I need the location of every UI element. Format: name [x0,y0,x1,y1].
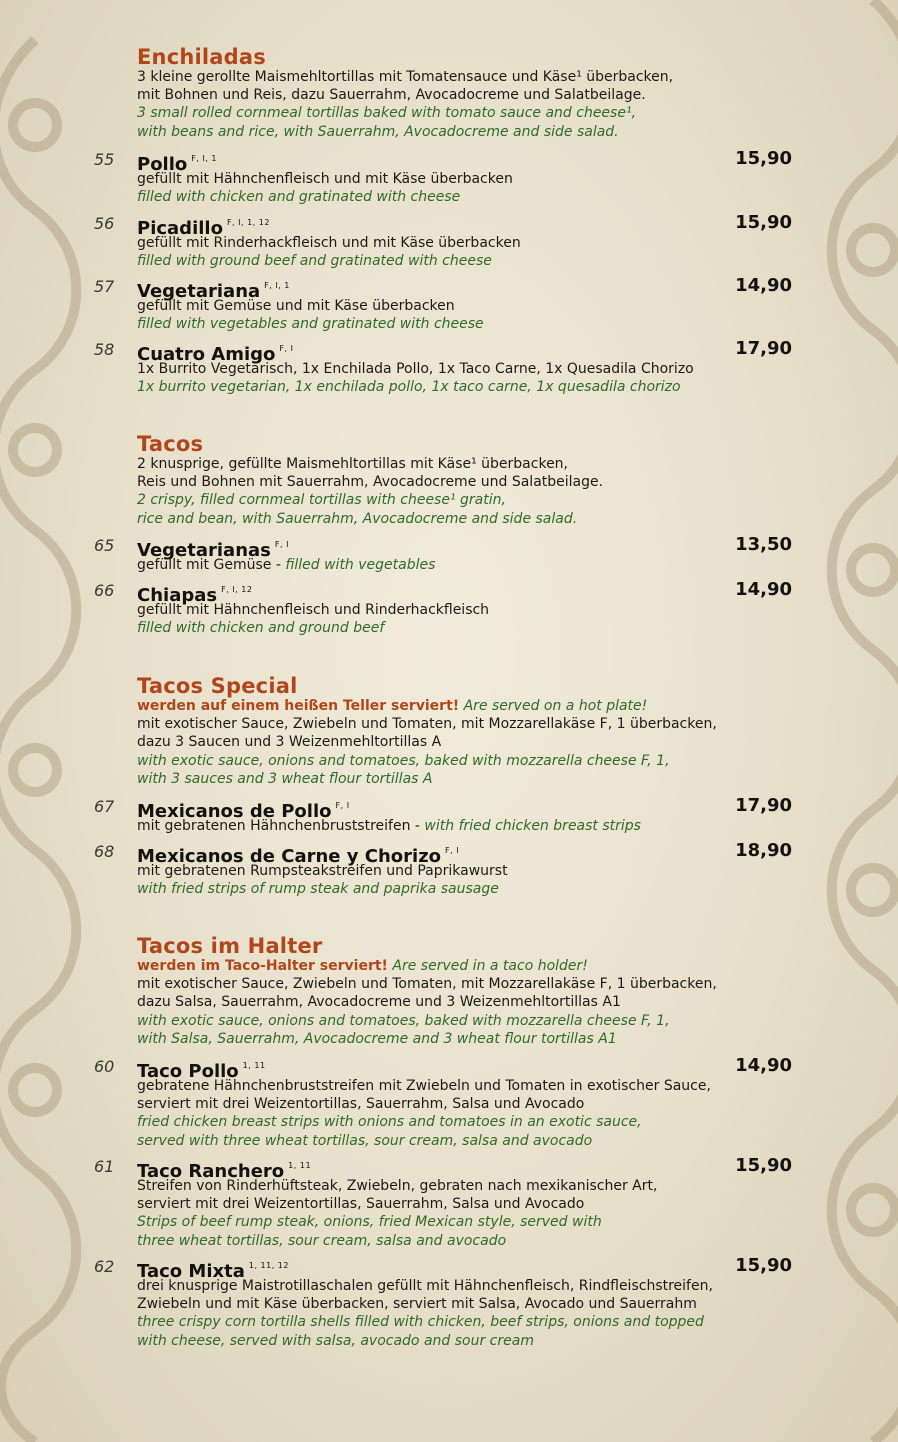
section-intro: 2 knusprige, gefüllte Maismehltortillas mit Käse¹ überbacken, Reis und Bohnen mit Sauerrahm, Avocadocreme und Salatbeilage. 2 crispy, filled cornmeal tortillas with cheese¹ gratin, rice and bean, with Sauerrahm, Avocadocreme and side salad. [137,456,604,527]
item-price: 15,90 [735,148,792,169]
item-description: gefüllt mit Hähnchenfleisch und mit Käse überbacken filled with chicken and gratinated with cheese [137,171,513,206]
allergen-codes: 1, 11 [288,1161,312,1170]
item-description: drei knusprige Maistrotillaschalen gefüllt mit Hähnchenfleisch, Rindfleischstreifen, Zwiebeln und mit Käse überbacken, serviert mit Salsa, Avocado und Sauerrahm three crispy corn tortilla shells filled with chicken, beef strips, onions and topped with cheese, served with salsa, avocado and sour cream [137,1278,713,1349]
allergen-codes: F, I, 1 [191,154,217,163]
item-price: 14,90 [735,275,792,296]
highlight-en: Are served on a hot plate! [459,698,648,714]
item-description: Streifen von Rinderhüftsteak, Zwiebeln, gebraten nach mexikanischer Art, serviert mit drei Weizentortillas, Sauerrahm, Salsa und Avocado Strips of beef rump steak, onions, fried Mexican style, served with three wheat tortillas, sour cream, salsa and avocado [137,1178,658,1249]
highlight-de: werden auf einem heißen Teller serviert! [137,698,460,714]
item-description: gefüllt mit Hähnchenfleisch und Rinderhackfleisch filled with chicken and ground beef [137,602,490,637]
item-name: Chiapas $^{F, I, 12}$ [137,585,253,606]
item-description: gefüllt mit Gemüse und mit Käse überbacken filled with vegetables and gratinated with cheese [137,298,484,333]
item-description: mit gebratenen Hähnchenbruststreifen - with fried chicken breast strips [137,818,641,834]
item-number: 57 [94,277,115,296]
item-name: Taco Ranchero $^{1, 11}$ [137,1161,312,1182]
section-intro: werden im Taco-Halter serviert! Are served in a taco holder! mit exotischer Sauce, Zwiebeln und Tomaten, mit Mozzarellakäse F, 1 überbacken, dazu Salsa, Sauerrahm, Avocadocreme und 3 Weizenmehltortillas A1 with exotic sauce, onions and tomatoes, baked with mozzarella cheese F, 1, with Salsa, Sauerrahm, Avocadocreme and 3 wheat flour tortillas A1 [137,958,717,1047]
highlight-de: werden im Taco-Halter serviert! [137,958,388,974]
item-price: 13,50 [735,534,792,555]
intro-de-line: mit Bohnen und Reis, dazu Sauerrahm, Avocadocreme und Salatbeilage. [137,87,646,104]
allergen-codes: F, I [274,540,289,549]
item-price: 15,90 [735,1255,792,1276]
item-number: 65 [94,536,115,555]
allergen-codes: 1, 11 [242,1061,266,1070]
allergen-codes: F, I [445,846,460,855]
intro-en-line: 3 small rolled cornmeal tortillas baked with tomato sauce and cheese¹, [137,105,637,122]
allergen-codes: 1, 11, 12 [248,1261,289,1270]
section-title: Tacos [137,432,204,456]
item-name: Mexicanos de Carne y Chorizo $^{F, I}$ [137,846,460,867]
item-price: 17,90 [735,338,792,359]
section-title: Tacos Special [137,674,298,698]
item-price: 15,90 [735,212,792,233]
allergen-codes: F, I, 1 [264,281,290,290]
item-description: mit gebratenen Rumpsteakstreifen und Paprikawurst with fried strips of rump steak and paprika sausage [137,863,508,898]
item-number: 62 [94,1257,115,1276]
intro-en-line: with beans and rice, with Sauerrahm, Avocadocreme and side salad. [137,123,619,140]
section-intro [137,68,757,141]
highlight-en: Are served in a taco holder! [387,958,588,974]
item-number: 67 [94,797,115,816]
item-number: 66 [94,581,115,600]
allergen-codes: F, I, 12 [221,585,253,594]
item-description: gefüllt mit Gemüse - filled with vegetables [137,557,436,573]
allergen-codes: F, I [279,344,294,353]
allergen-codes: F, I, 1, 12 [226,218,270,227]
item-name: Vegetariana $^{F, I, 1}$ [137,281,290,302]
section-title: Tacos im Halter [137,934,323,958]
item-name: Taco Mixta $^{1, 11, 12}$ [137,1261,289,1282]
section-title: Enchiladas [137,45,266,69]
item-name: Cuatro Amigo $^{F, I}$ [137,344,294,365]
item-name: Picadillo $^{F, I, 1, 12}$ [137,218,270,239]
allergen-codes: F, I [335,801,350,810]
item-number: 60 [94,1057,115,1076]
item-description: 1x Burrito Vegetarisch, 1x Enchilada Pollo, 1x Taco Carne, 1x Quesadila Chorizo 1x burrito vegetarian, 1x enchilada pollo, 1x taco carne, 1x quesadila chorizo [137,361,694,396]
item-name: Taco Pollo $^{1, 11}$ [137,1061,266,1082]
intro-de-line: 3 kleine gerollte Maismehltortillas mit Tomatensauce und Käse¹ überbacken, [137,69,674,85]
item-price: 14,90 [735,579,792,600]
item-number: 58 [94,340,115,359]
item-number: 61 [94,1157,115,1176]
section-intro: werden auf einem heißen Teller serviert! Are served on a hot plate! mit exotischer Sauce, Zwiebeln und Tomaten, mit Mozzarellakäse F, 1 überbacken, dazu 3 Saucen und 3 Weizenmehltortillas A with exotic sauce, onions and tomatoes, baked with mozzarella cheese F, 1, with 3 sauces and 3 wheat flour tortillas A [137,698,717,787]
item-number: 56 [94,214,115,233]
item-number: 68 [94,842,115,861]
item-name: Vegetarianas $^{F, I}$ [137,540,289,561]
item-description: gefüllt mit Rinderhackfleisch und mit Käse überbacken filled with ground beef and gratinated with cheese [137,235,521,270]
item-name: Mexicanos de Pollo $^{F, I}$ [137,801,350,822]
item-description: gebratene Hähnchenbruststreifen mit Zwiebeln und Tomaten in exotischer Sauce, serviert mit drei Weizentortillas, Sauerrahm, Salsa und Avocado fried chicken breast strips with onions and tomatoes in an exotic sauce, served with three wheat tortillas, sour cream, salsa and avocado [137,1078,711,1149]
item-price: 14,90 [735,1055,792,1076]
item-name: Pollo $^{F, I, 1}$ [137,154,217,175]
item-price: 18,90 [735,840,792,861]
item-number: 55 [94,150,115,169]
item-price: 15,90 [735,1155,792,1176]
item-price: 17,90 [735,795,792,816]
